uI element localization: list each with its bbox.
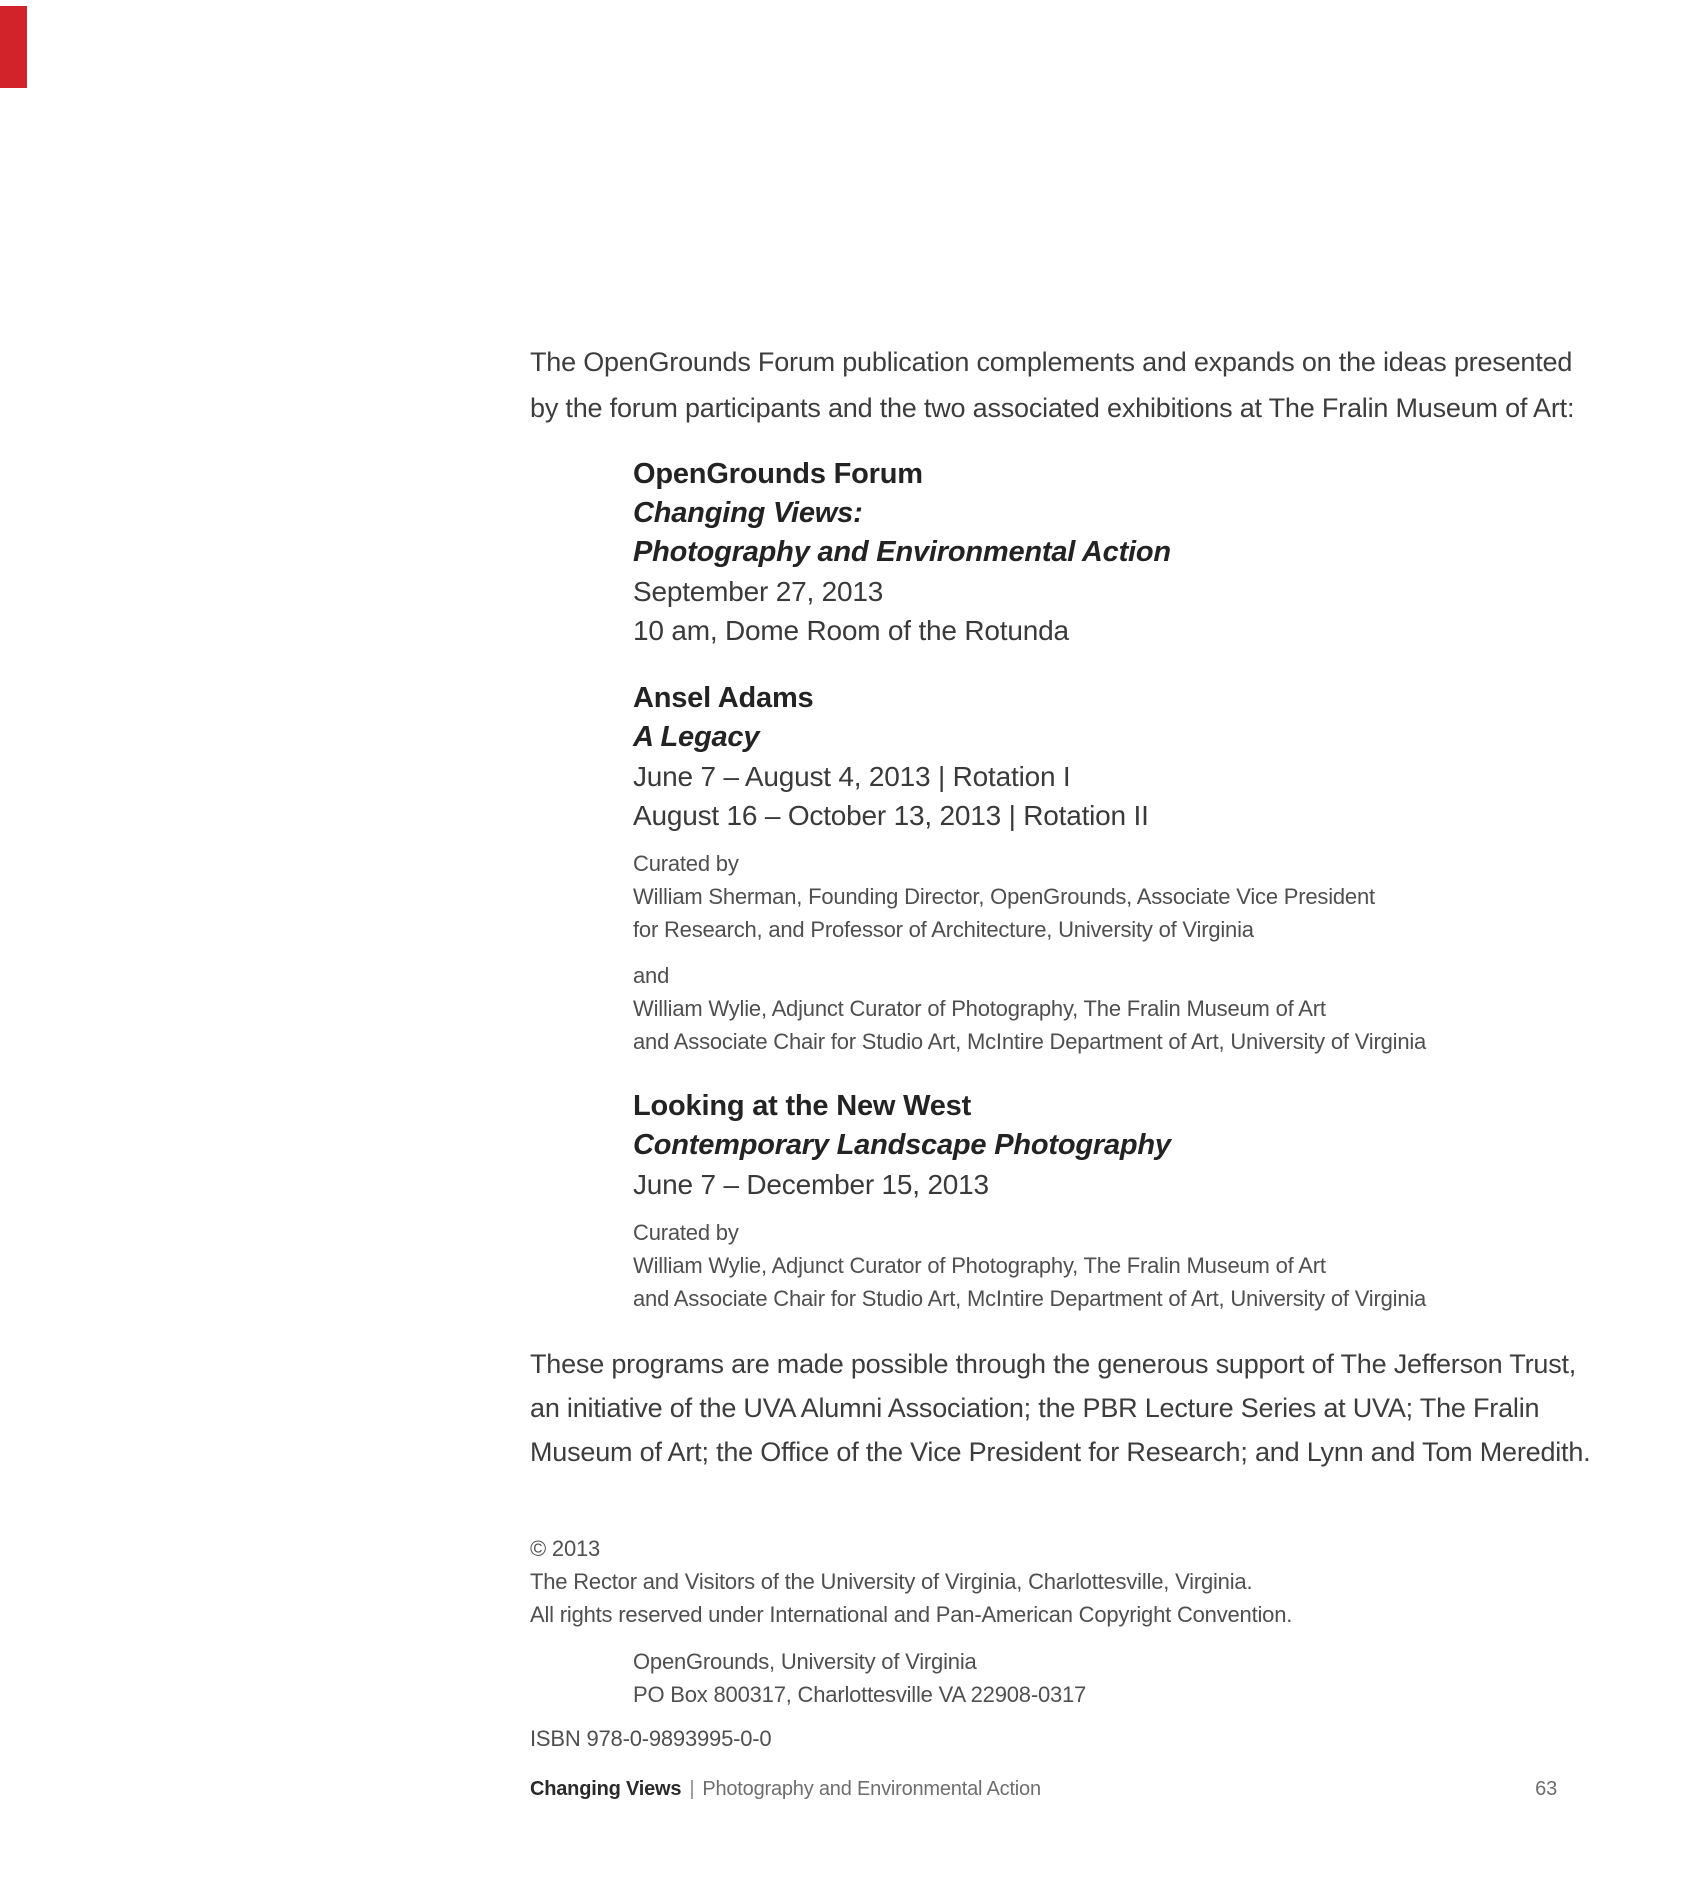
curated-by-label: Curated by (633, 851, 739, 876)
intro-line-2: by the forum participants and the two associated exhibitions at The Fralin Museum of Art: (530, 393, 1575, 423)
copyright-block (530, 1532, 1292, 1631)
curator-line: William Wylie, Adjunct Curator of Photography, The Fralin Museum of Art (633, 1253, 1326, 1278)
isbn-block (530, 1722, 771, 1755)
curator-line: William Wylie, Adjunct Curator of Photography, The Fralin Museum of Art (633, 996, 1326, 1021)
page-number: 63 (1535, 1778, 1557, 1800)
curator-line: William Sherman, Founding Director, OpenGrounds, Associate Vice President (633, 884, 1375, 909)
event-title: OpenGrounds Forum (633, 458, 923, 490)
copyright-holder: The Rector and Visitors of the University of Virginia, Charlottesville, Virginia. (530, 1569, 1253, 1594)
curators-group-1 (633, 847, 1426, 946)
rights-statement: All rights reserved under International and Pan-American Copyright Convention. (530, 1602, 1293, 1627)
event-date-rotation-2: August 16 – October 13, 2013 | Rotation II (633, 800, 1149, 831)
event-subtitle-1: Contemporary Landscape Photography (633, 1129, 1171, 1161)
curator-line: and Associate Chair for Studio Art, McIntire Department of Art, University of Virginia (633, 1029, 1427, 1054)
support-line-3: Museum of Art; the Office of the Vice President for Research; and Lynn and Tom Meredith. (530, 1437, 1591, 1467)
publisher-po-box: PO Box 800317, Charlottesville VA 22908-0317 (633, 1682, 1087, 1707)
curator-line: for Research, and Professor of Architecture, University of Virginia (633, 917, 1254, 942)
event-looking-at-the-new-west (633, 1087, 1426, 1315)
conjunction-and: and (633, 963, 670, 988)
footer-book-title: Changing Views (530, 1778, 682, 1800)
event-title: Looking at the New West (633, 1090, 972, 1122)
support-line-1: These programs are made possible through the generous support of The Jefferson Trust, (530, 1349, 1577, 1379)
event-subtitle-1: A Legacy (633, 721, 760, 753)
event-date: June 7 – December 15, 2013 (633, 1169, 989, 1200)
curators-group-2 (633, 959, 1426, 1058)
intro-paragraph (530, 339, 1574, 431)
footer-separator: | (689, 1778, 695, 1800)
event-opengrounds-forum (633, 455, 1171, 650)
isbn-number: ISBN 978-0-9893995-0-0 (530, 1726, 772, 1751)
page-footer (530, 1778, 1557, 1801)
intro-line-1: The OpenGrounds Forum publication complements and expands on the ideas presented (530, 347, 1573, 377)
event-title: Ansel Adams (633, 682, 814, 714)
event-date-rotation-1: June 7 – August 4, 2013 | Rotation I (633, 761, 1071, 792)
copyright-year: © 2013 (530, 1536, 601, 1561)
publisher-name: OpenGrounds, University of Virginia (633, 1649, 977, 1674)
publisher-address (633, 1645, 1086, 1711)
page-edge-red-mark (0, 6, 27, 88)
support-paragraph (530, 1342, 1590, 1474)
footer-subtitle: Photography and Environmental Action (702, 1778, 1041, 1800)
support-line-2: an initiative of the UVA Alumni Association; the PBR Lecture Series at UVA; The Fralin (530, 1393, 1540, 1423)
curated-by-label: Curated by (633, 1220, 739, 1245)
curators-group (633, 1216, 1426, 1315)
event-date: September 27, 2013 (633, 576, 884, 607)
event-location: 10 am, Dome Room of the Rotunda (633, 615, 1069, 646)
event-subtitle-2: Photography and Environmental Action (633, 536, 1171, 568)
event-ansel-adams (633, 679, 1426, 1058)
event-subtitle-1: Changing Views: (633, 497, 863, 529)
curator-line: and Associate Chair for Studio Art, McIntire Department of Art, University of Virginia (633, 1286, 1427, 1311)
running-footer-title (530, 1778, 1041, 1801)
